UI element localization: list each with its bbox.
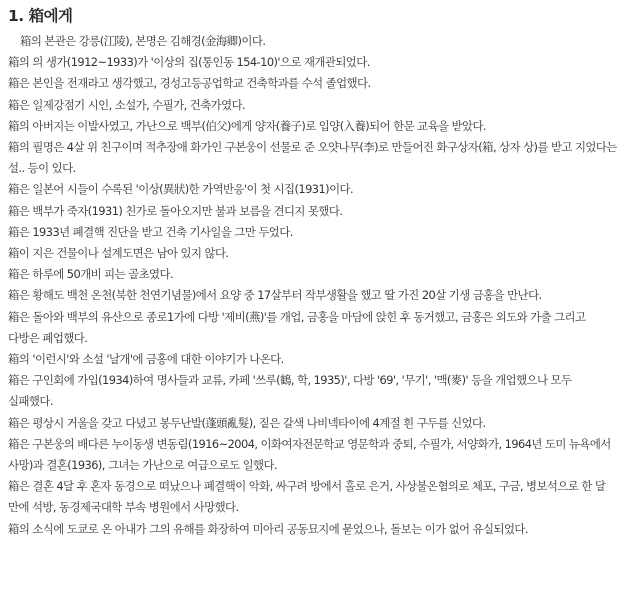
paragraph: 箱은 일제강점기 시인, 소설가, 수필가, 건축가였다. xyxy=(8,97,246,112)
paragraph: 箱의 필명은 4살 위 친구이며 적추장애 화가인 구본웅이 선물로 준 오얏나무(李)로 만들어진 화구상자(箱, 상자 상)를 받고 지었다는 설.. 등이 있다. xyxy=(8,140,617,176)
section-heading: 1. 箱에게 xyxy=(8,7,73,25)
paragraph-list xyxy=(8,31,619,540)
paragraph: 箱은 돌아와 백부의 유산으로 종로1가에 다방 '제비(燕)'를 개업, 금홍을 마담에 앉힌 후 동거했고, 금홍은 외도와 가출 그리고 다방은 폐업했다. xyxy=(8,309,586,345)
paragraph: 箱은 구본웅의 배다른 누이동생 변동림(1916~2004, 이화여자전문학교 영문학과 중퇴, 수필가, 서양화가, 1964년 도미 뉴욕에서 사망)과 결혼(1936), 그녀는 가난으로 여급으로도 일했다. xyxy=(8,436,611,473)
paragraph: 箱은 본인을 전재라고 생각했고, 경성고등공업학교 건축학과를 수석 졸업했다. xyxy=(8,76,371,91)
paragraph: 箱의 '이런시'와 소설 '날개'에 금홍에 대한 이야기가 나온다. xyxy=(8,352,284,367)
paragraph: 箱은 구인회에 가입(1934)하여 명사들과 교류, 카페 '쓰루(鶴, 학, 1935)', 다방 '69', '무기', '맥(麥)' 등을 개업했으나 모두 실패했다. xyxy=(8,373,572,409)
paragraph: 箱의 의 생가(1912~1933)가 '이상의 집(통인동 154-10)'으로 재개관되었다. xyxy=(8,55,370,70)
paragraph: 箱은 백부가 죽자(1931) 친가로 돌아오지만 불과 보름을 견디지 못했다. xyxy=(8,203,343,218)
paragraph: 箱의 아버지는 이발사였고, 가난으로 백부(伯父)에게 양자(養子)로 입양(入養)되어 한문 교육을 받았다. xyxy=(8,118,486,133)
paragraph: 箱은 황해도 백천 온천(북한 천연기념물)에서 요양 중 17살부터 작부생활을 했고 딸 가진 20살 기생 금홍을 만난다. xyxy=(8,288,542,303)
paragraph: 箱의 본관은 강릉(江陵), 본명은 김해경(金海卿)이다. xyxy=(20,34,266,48)
paragraph: 箱은 결혼 4달 후 혼자 동경으로 떠났으나 폐결핵이 악화, 싸구려 방에서 홀로 은거, 사상불온혐의로 체포, 구금, 병보석으로 한 달 만에 석방, 동경제국대학 부속 병원에서 사망했다. xyxy=(8,479,606,515)
paragraph: 箱은 하루에 50개비 피는 골초였다. xyxy=(8,267,174,282)
paragraph: 箱의 소식에 도쿄로 온 아내가 그의 유해를 화장하여 미아리 공동묘지에 묻었으나, 돌보는 이가 없어 유실되었다. xyxy=(8,521,528,536)
paragraph: 箱은 평상시 거울을 갖고 다녔고 봉두난발(蓬頭亂髮), 짙은 갈색 나비넥타이에 4계절 흰 구두를 신었다. xyxy=(8,415,486,430)
paragraph: 箱은 1933년 폐결핵 진단을 받고 건축 기사일을 그만 두었다. xyxy=(8,224,293,239)
paragraph: 箱은 일본어 시들이 수록된 '이상(異狀)한 가역반응'이 첫 시집(1931)이다. xyxy=(8,182,354,197)
paragraph: 箱이 지은 건물이나 설계도면은 남아 있지 않다. xyxy=(8,246,229,261)
